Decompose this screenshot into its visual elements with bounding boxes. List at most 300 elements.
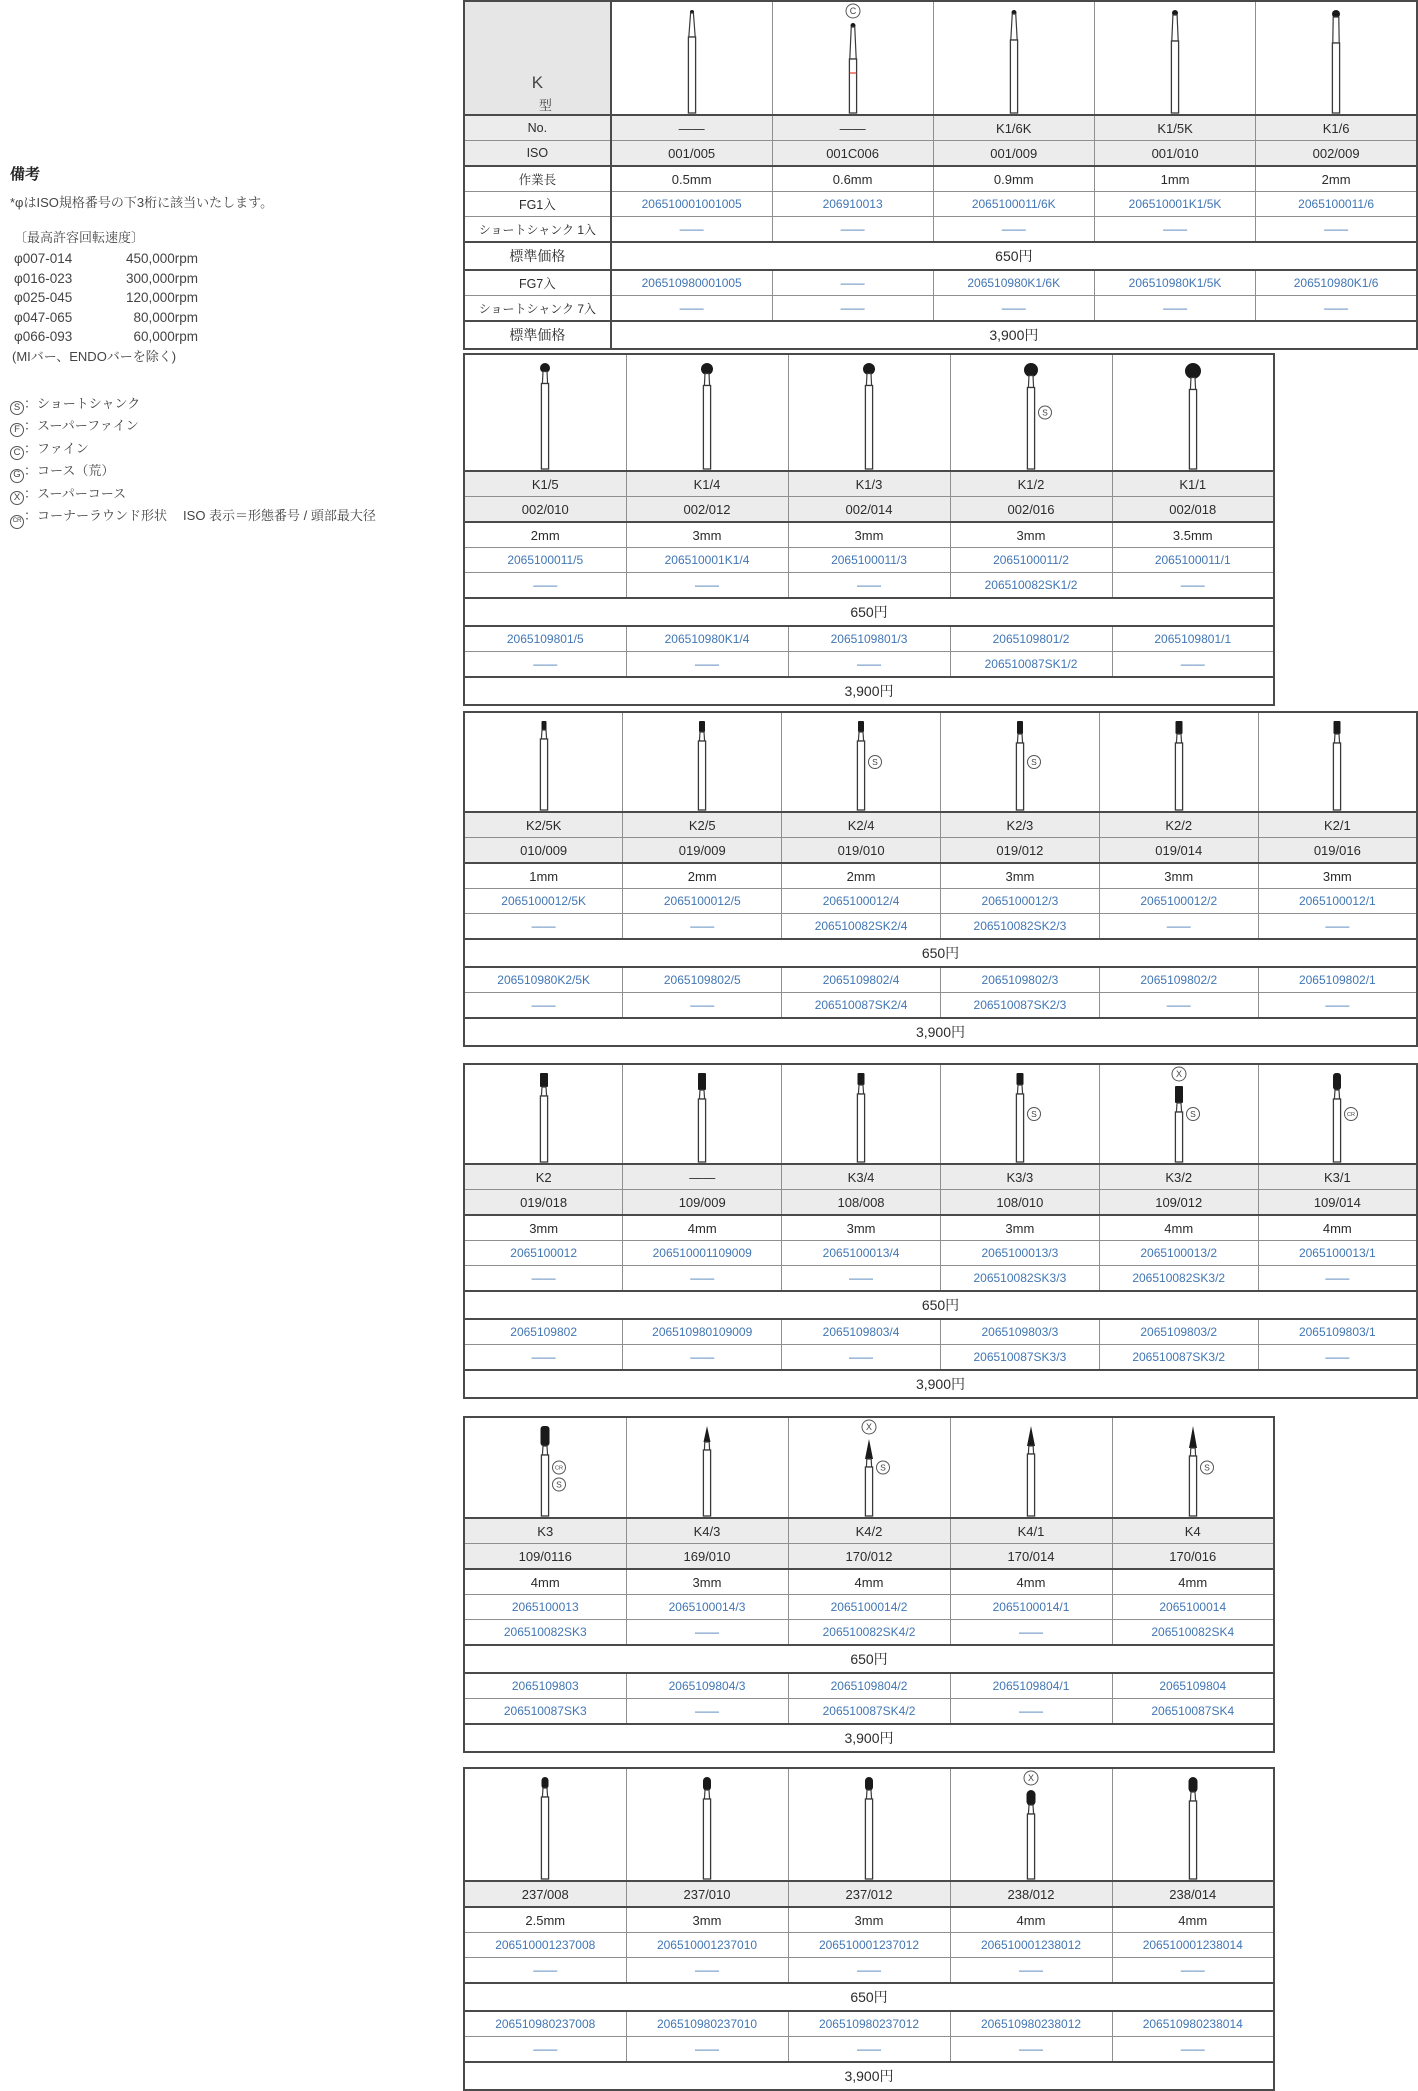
bur-icon: [984, 2, 1044, 114]
no-cell: K4/1: [950, 1518, 1112, 1544]
iso-cell: 109/012: [1099, 1190, 1258, 1216]
ss7-cell: 206510087SK4/2: [788, 1699, 950, 1725]
fg7-cell: 2065109801/5: [464, 626, 626, 652]
ss7-cell: ——: [1112, 652, 1274, 678]
speed-exception: (MIバー、ENDOバーを除く): [12, 348, 177, 364]
fg7-cell: 2065109804/2: [788, 1673, 950, 1699]
iso-cell: 001/005: [611, 141, 772, 167]
price-cell: 3,900円: [611, 321, 1417, 349]
bur-icon: [515, 1418, 575, 1517]
fg1-cell: 2065100012/4: [782, 889, 941, 914]
fg1-cell: 2065100013: [464, 1595, 626, 1620]
ss7-cell: 206510087SK4: [1112, 1699, 1274, 1725]
ss1-cell: ——: [626, 1620, 788, 1646]
iso-cell: 019/016: [1258, 838, 1417, 864]
wl-cell: 4mm: [1258, 1215, 1417, 1241]
iso-cell: 237/012: [788, 1881, 950, 1907]
bur-icon: [677, 1769, 737, 1880]
speed-range: φ025-045: [14, 290, 73, 305]
ss7-cell: ——: [1256, 296, 1417, 322]
bur-icon: [839, 1418, 899, 1517]
wl-cell: 2mm: [623, 863, 782, 889]
fg1-cell: 206510001238014: [1112, 1933, 1274, 1958]
iso-cell: 019/010: [782, 838, 941, 864]
ss7-cell: ——: [626, 2037, 788, 2063]
bur-icon: [1306, 2, 1366, 114]
iso-cell: 237/010: [626, 1881, 788, 1907]
bur-image-cell: [626, 1417, 788, 1518]
row-label: No.: [464, 115, 611, 141]
fg1-cell: 2065100011/6: [1256, 192, 1417, 217]
wl-cell: 2mm: [1256, 166, 1417, 192]
bur-image-cell: [464, 1417, 626, 1518]
bur-icon: [672, 713, 732, 811]
wl-cell: 0.6mm: [772, 166, 933, 192]
bur-icon: [1307, 713, 1367, 811]
ss7-cell: ——: [626, 1699, 788, 1725]
iso-note: *φはISO規格番号の下3桁に該当いたします。: [10, 195, 274, 210]
wl-cell: 3mm: [626, 522, 788, 548]
price-cell: 3,900円: [464, 2062, 1274, 2090]
no-cell: K4/3: [626, 1518, 788, 1544]
bur-image-cell: [1099, 712, 1258, 812]
svg-text:CR: CR: [1347, 1111, 1356, 1118]
fg1-cell: 2065100011/3: [788, 548, 950, 573]
legend-label: スーパーコース: [37, 485, 127, 501]
type-letter: K: [531, 73, 544, 92]
fg7-cell: 2065109802/4: [782, 967, 941, 993]
bur-image-cell: [626, 354, 788, 471]
fg1-cell: 2065100014/2: [788, 1595, 950, 1620]
iso-cell: 002/016: [950, 497, 1112, 523]
no-cell: K2/3: [941, 812, 1100, 838]
fg7-cell: 206510980238014: [1112, 2011, 1274, 2037]
svg-text:S: S: [556, 1479, 563, 1490]
speed-limit-title: 〔最高許容回転速度〕: [14, 230, 145, 245]
ss1-cell: 206510082SK4/2: [788, 1620, 950, 1646]
ss7-cell: ——: [788, 652, 950, 678]
cr-symbol-icon: CR: [10, 515, 24, 529]
no-cell: K1/5: [464, 471, 626, 497]
wl-cell: 4mm: [464, 1569, 626, 1595]
bur-icon: [839, 355, 899, 470]
k-type-header: [464, 1, 611, 115]
x-symbol-icon: X: [10, 491, 24, 505]
wl-cell: 4mm: [1099, 1215, 1258, 1241]
price-cell: 3,900円: [464, 1018, 1417, 1046]
bur-image-cell: [623, 1064, 782, 1164]
ss7-cell: ——: [1258, 993, 1417, 1019]
wl-cell: 4mm: [788, 1569, 950, 1595]
legend-row-0: S ：ショートシャンク: [10, 393, 455, 416]
no-cell: K2/4: [782, 812, 941, 838]
ss1-cell: ——: [623, 914, 782, 940]
ss1-cell: 206510082SK2/3: [941, 914, 1100, 940]
fg1-cell: 206510001109009: [623, 1241, 782, 1266]
bur-icon: [1145, 2, 1205, 114]
no-cell: ——: [772, 115, 933, 141]
fg7-cell: 2065109802/3: [941, 967, 1100, 993]
bur-icon: [672, 1065, 732, 1163]
ss7-cell: ——: [1112, 2037, 1274, 2063]
no-cell: K4/2: [788, 1518, 950, 1544]
no-cell: K3/2: [1099, 1164, 1258, 1190]
ss7-cell: ——: [788, 2037, 950, 2063]
legend-row-4: X ：スーパーコース: [10, 483, 455, 506]
speed-row-2: [14, 288, 455, 308]
no-cell: K3/3: [940, 1164, 1099, 1190]
ss7-cell: ——: [782, 1345, 941, 1371]
legend-label: コーナーラウンド形状: [37, 508, 168, 524]
fg7-cell: 206510980K1/4: [626, 626, 788, 652]
bur-image-cell: [950, 1417, 1112, 1518]
ss1-cell: ——: [933, 217, 1094, 243]
fg7-cell: 206510980237012: [788, 2011, 950, 2037]
notes-title: 備考: [10, 166, 41, 183]
symbol-legend: [10, 393, 455, 529]
ss7-cell: ——: [464, 652, 626, 678]
fg1-cell: 2065100013/2: [1099, 1241, 1258, 1266]
bur-icon: [514, 1065, 574, 1163]
ss1-cell: ——: [464, 1266, 623, 1292]
fg7-cell: 2065109801/3: [788, 626, 950, 652]
no-cell: K1/6K: [933, 115, 1094, 141]
ss7-cell: ——: [623, 993, 782, 1019]
fg1-cell: 2065100011/5: [464, 548, 626, 573]
f-symbol-icon: F: [10, 423, 24, 437]
ss7-cell: ——: [464, 993, 623, 1019]
bur-image-cell: [933, 1, 1094, 115]
fg1-cell: 2065100012: [464, 1241, 623, 1266]
bur-image-cell: [1112, 354, 1274, 471]
svg-text:S: S: [872, 756, 878, 767]
fg1-cell: 206910013: [772, 192, 933, 217]
ss1-cell: 206510082SK3/3: [940, 1266, 1099, 1292]
bur-icon: [1163, 1418, 1223, 1517]
ss7-cell: ——: [1099, 993, 1258, 1019]
fg7-cell: 2065109802/5: [623, 967, 782, 993]
ss1-cell: ——: [1258, 914, 1417, 940]
bur-icon: [1149, 1065, 1209, 1163]
no-cell: K2/2: [1099, 812, 1258, 838]
fg7-cell: 2065109802/1: [1258, 967, 1417, 993]
bur-image-cell: [1258, 1064, 1417, 1164]
bur-icon: [515, 355, 575, 470]
iso-cell: 169/010: [626, 1544, 788, 1570]
iso-cell: 237/008: [464, 1881, 626, 1907]
row-label: 標準価格: [464, 321, 611, 349]
bur-icon: [677, 1418, 737, 1517]
fg7-cell: 2065109801/2: [950, 626, 1112, 652]
wl-cell: 3mm: [464, 1215, 623, 1241]
row-label: FG1入: [464, 192, 611, 217]
ss7-cell: ——: [950, 1699, 1112, 1725]
price-cell: 650円: [464, 598, 1274, 626]
speed-range: φ066-093: [14, 329, 73, 344]
speed-rpm: 80,000rpm: [133, 309, 198, 325]
product-table-4: [463, 1063, 1418, 1399]
ss1-cell: ——: [464, 1958, 626, 1984]
fg7-cell: 206510980001005: [611, 270, 772, 296]
speed-rpm: 300,000rpm: [125, 270, 198, 286]
fg1-cell: 206510001237008: [464, 1933, 626, 1958]
wl-cell: 4mm: [1112, 1569, 1274, 1595]
ss1-cell: ——: [788, 1958, 950, 1984]
fg7-cell: 2065109801/1: [1112, 626, 1274, 652]
fg7-cell: 206510980K2/5K: [464, 967, 623, 993]
no-cell: K1/2: [950, 471, 1112, 497]
fg7-cell: 206510980237010: [626, 2011, 788, 2037]
bur-icon: [514, 713, 574, 811]
speed-row-1: [14, 269, 455, 289]
bur-icon: [839, 1769, 899, 1880]
ss7-cell: 206510087SK3/3: [940, 1345, 1099, 1371]
wl-cell: 0.5mm: [611, 166, 772, 192]
bur-image-cell: [623, 712, 782, 812]
fg7-cell: 2065109802/2: [1099, 967, 1258, 993]
ss7-cell: ——: [464, 2037, 626, 2063]
speed-range: φ016-023: [14, 270, 73, 286]
product-table-3: [463, 711, 1418, 1047]
fg7-cell: 206510980238012: [950, 2011, 1112, 2037]
fg1-cell: 206510001001005: [611, 192, 772, 217]
product-table-6: [463, 1767, 1275, 2091]
bur-icon: [1307, 1065, 1367, 1163]
bur-image-cell: [1256, 1, 1417, 115]
no-cell: ——: [611, 115, 772, 141]
speed-rpm: 450,000rpm: [125, 251, 198, 266]
fg1-cell: 206510001K1/4: [626, 548, 788, 573]
bur-icon: [1163, 1769, 1223, 1880]
ss1-cell: ——: [623, 1266, 782, 1292]
fg7-cell: ——: [772, 270, 933, 296]
fg1-cell: 2065100013/1: [1258, 1241, 1417, 1266]
fg7-cell: 2065109803/3: [940, 1319, 1099, 1345]
bur-image-cell: [1112, 1417, 1274, 1518]
iso-cell: 001C006: [772, 141, 933, 167]
speed-range: φ047-065: [14, 309, 73, 325]
wl-cell: 1mm: [464, 863, 623, 889]
ss7-cell: ——: [1094, 296, 1255, 322]
legend-extra: ISO 表示＝形態番号 / 頭部最大径: [183, 508, 376, 524]
fg1-cell: 2065100011/2: [950, 548, 1112, 573]
wl-cell: 3mm: [1258, 863, 1417, 889]
svg-text:X: X: [1175, 1069, 1182, 1080]
iso-cell: 019/009: [623, 838, 782, 864]
row-label: ISO: [464, 141, 611, 167]
ss1-cell: ——: [950, 1620, 1112, 1646]
iso-cell: 238/012: [950, 1881, 1112, 1907]
no-cell: K2/5K: [464, 812, 623, 838]
row-label: FG7入: [464, 270, 611, 296]
price-cell: 650円: [464, 1983, 1274, 2011]
product-tables: [463, 0, 1418, 2084]
fg1-cell: 206510001237012: [788, 1933, 950, 1958]
row-label: ショートシャンク 7入: [464, 296, 611, 322]
bur-image-cell: [940, 1064, 1099, 1164]
fg7-cell: 206510980237008: [464, 2011, 626, 2037]
legend-row-5: CR ：コーナーラウンド形状 ISO 表示＝形態番号 / 頭部最大径: [10, 505, 455, 528]
wl-cell: 4mm: [950, 1907, 1112, 1933]
price-cell: 650円: [464, 939, 1417, 967]
ss1-cell: ——: [626, 1958, 788, 1984]
no-cell: K3/1: [1258, 1164, 1417, 1190]
fg7-cell: 206510980K1/6: [1256, 270, 1417, 296]
fg1-cell: 2065100013/4: [782, 1241, 941, 1266]
bur-image-cell: [950, 354, 1112, 471]
speed-list: [10, 249, 455, 347]
ss7-cell: 206510087SK3: [464, 1699, 626, 1725]
ss7-cell: ——: [933, 296, 1094, 322]
svg-text:S: S: [880, 1462, 886, 1473]
no-cell: K1/3: [788, 471, 950, 497]
speed-row-3: [14, 308, 455, 328]
ss1-cell: ——: [464, 914, 623, 940]
ss7-cell: 206510087SK3/2: [1099, 1345, 1258, 1371]
s-symbol-icon: S: [10, 401, 24, 415]
iso-cell: 002/010: [464, 497, 626, 523]
svg-text:S: S: [1042, 407, 1048, 418]
ss7-cell: ——: [626, 652, 788, 678]
bur-image-cell: [788, 1768, 950, 1881]
no-cell: K2/5: [623, 812, 782, 838]
bur-icon: [1149, 713, 1209, 811]
svg-text:X: X: [1027, 1773, 1035, 1784]
bur-icon: [1001, 1769, 1061, 1880]
iso-cell: 238/014: [1112, 1881, 1274, 1907]
iso-cell: 108/008: [782, 1190, 941, 1216]
bur-image-cell: [941, 712, 1100, 812]
product-table-1: [463, 0, 1418, 350]
wl-cell: 3mm: [950, 522, 1112, 548]
wl-cell: 2.5mm: [464, 1907, 626, 1933]
wl-cell: 2mm: [464, 522, 626, 548]
legend-label: ファイン: [37, 440, 89, 456]
svg-text:S: S: [1031, 756, 1037, 767]
svg-text:S: S: [1031, 1108, 1037, 1119]
g-symbol-icon: G: [10, 469, 24, 483]
fg1-cell: 206510001237010: [626, 1933, 788, 1958]
fg1-cell: 2065100012/5K: [464, 889, 623, 914]
iso-cell: 002/018: [1112, 497, 1274, 523]
wl-cell: 0.9mm: [933, 166, 1094, 192]
bur-image-cell: [464, 1768, 626, 1881]
price-cell: 650円: [464, 1645, 1274, 1673]
speed-range: φ007-014: [14, 251, 73, 266]
no-cell: K1/6: [1256, 115, 1417, 141]
ss7-cell: ——: [1258, 1345, 1417, 1371]
ss1-cell: ——: [1112, 1958, 1274, 1984]
price-cell: 650円: [611, 242, 1417, 270]
ss1-cell: 206510082SK4: [1112, 1620, 1274, 1646]
fg7-cell: 2065109804/3: [626, 1673, 788, 1699]
fg1-cell: 2065100014/1: [950, 1595, 1112, 1620]
speed-row-4: [14, 327, 455, 347]
ss1-cell: ——: [1112, 573, 1274, 599]
bur-image-cell: [772, 1, 933, 115]
legend-row-1: F ：スーパーファイン: [10, 415, 455, 438]
fg7-cell: 2065109803/4: [782, 1319, 941, 1345]
no-cell: ——: [623, 1164, 782, 1190]
ss1-cell: 206510082SK3/2: [1099, 1266, 1258, 1292]
svg-text:CR: CR: [555, 1465, 564, 1472]
bur-image-cell: [611, 1, 772, 115]
ss1-cell: 206510082SK2/4: [782, 914, 941, 940]
no-cell: K1/5K: [1094, 115, 1255, 141]
no-cell: K3/4: [782, 1164, 941, 1190]
bur-image-cell: [788, 354, 950, 471]
ss1-cell: ——: [1258, 1266, 1417, 1292]
wl-cell: 2mm: [782, 863, 941, 889]
wl-cell: 4mm: [623, 1215, 782, 1241]
iso-cell: 108/010: [940, 1190, 1099, 1216]
bur-image-cell: [782, 712, 941, 812]
bur-image-cell: [464, 354, 626, 471]
svg-text:C: C: [849, 6, 856, 17]
product-table-2: [463, 353, 1275, 706]
iso-cell: 109/009: [623, 1190, 782, 1216]
bur-image-cell: [464, 1064, 623, 1164]
fg7-cell: 206510980K1/6K: [933, 270, 1094, 296]
legend-label: コース（荒）: [37, 463, 115, 479]
price-cell: 3,900円: [464, 677, 1274, 705]
fg1-cell: 2065100014/3: [626, 1595, 788, 1620]
fg7-cell: 2065109803/1: [1258, 1319, 1417, 1345]
no-cell: K3: [464, 1518, 626, 1544]
ss1-cell: ——: [950, 1958, 1112, 1984]
bur-image-cell: [788, 1417, 950, 1518]
ss1-cell: ——: [611, 217, 772, 243]
fg7-cell: 2065109804: [1112, 1673, 1274, 1699]
ss1-cell: ——: [1094, 217, 1255, 243]
bur-icon: [831, 1065, 891, 1163]
fg7-cell: 206510980K1/5K: [1094, 270, 1255, 296]
fg7-cell: 2065109803/2: [1099, 1319, 1258, 1345]
wl-cell: 3mm: [782, 1215, 941, 1241]
bur-image-cell: [1258, 712, 1417, 812]
speed-rpm: 120,000rpm: [125, 290, 198, 305]
no-cell: K1/4: [626, 471, 788, 497]
iso-cell: 109/014: [1258, 1190, 1417, 1216]
ss1-cell: ——: [626, 573, 788, 599]
fg1-cell: 2065100011/6K: [933, 192, 1094, 217]
bur-icon: [1001, 1418, 1061, 1517]
iso-cell: 170/012: [788, 1544, 950, 1570]
bur-image-cell: [1099, 1064, 1258, 1164]
no-cell: K2: [464, 1164, 623, 1190]
wl-cell: 4mm: [1112, 1907, 1274, 1933]
type-kanji: 型: [538, 98, 552, 113]
fg1-cell: 2065100014: [1112, 1595, 1274, 1620]
bur-icon: [831, 713, 891, 811]
bur-icon: [990, 713, 1050, 811]
ss7-cell: 206510087SK2/4: [782, 993, 941, 1019]
ss1-cell: ——: [772, 217, 933, 243]
wl-cell: 3mm: [1099, 863, 1258, 889]
bur-image-cell: [464, 712, 623, 812]
bur-icon: [515, 1769, 575, 1880]
no-cell: K4: [1112, 1518, 1274, 1544]
iso-cell: 002/009: [1256, 141, 1417, 167]
ss7-cell: ——: [464, 1345, 623, 1371]
bur-image-cell: [626, 1768, 788, 1881]
wl-cell: 3.5mm: [1112, 522, 1274, 548]
wl-cell: 3mm: [788, 522, 950, 548]
row-label: 標準価格: [464, 242, 611, 270]
row-label: ショートシャンク 1入: [464, 217, 611, 243]
bur-image-cell: [1112, 1768, 1274, 1881]
fg1-cell: 2065100011/1: [1112, 548, 1274, 573]
